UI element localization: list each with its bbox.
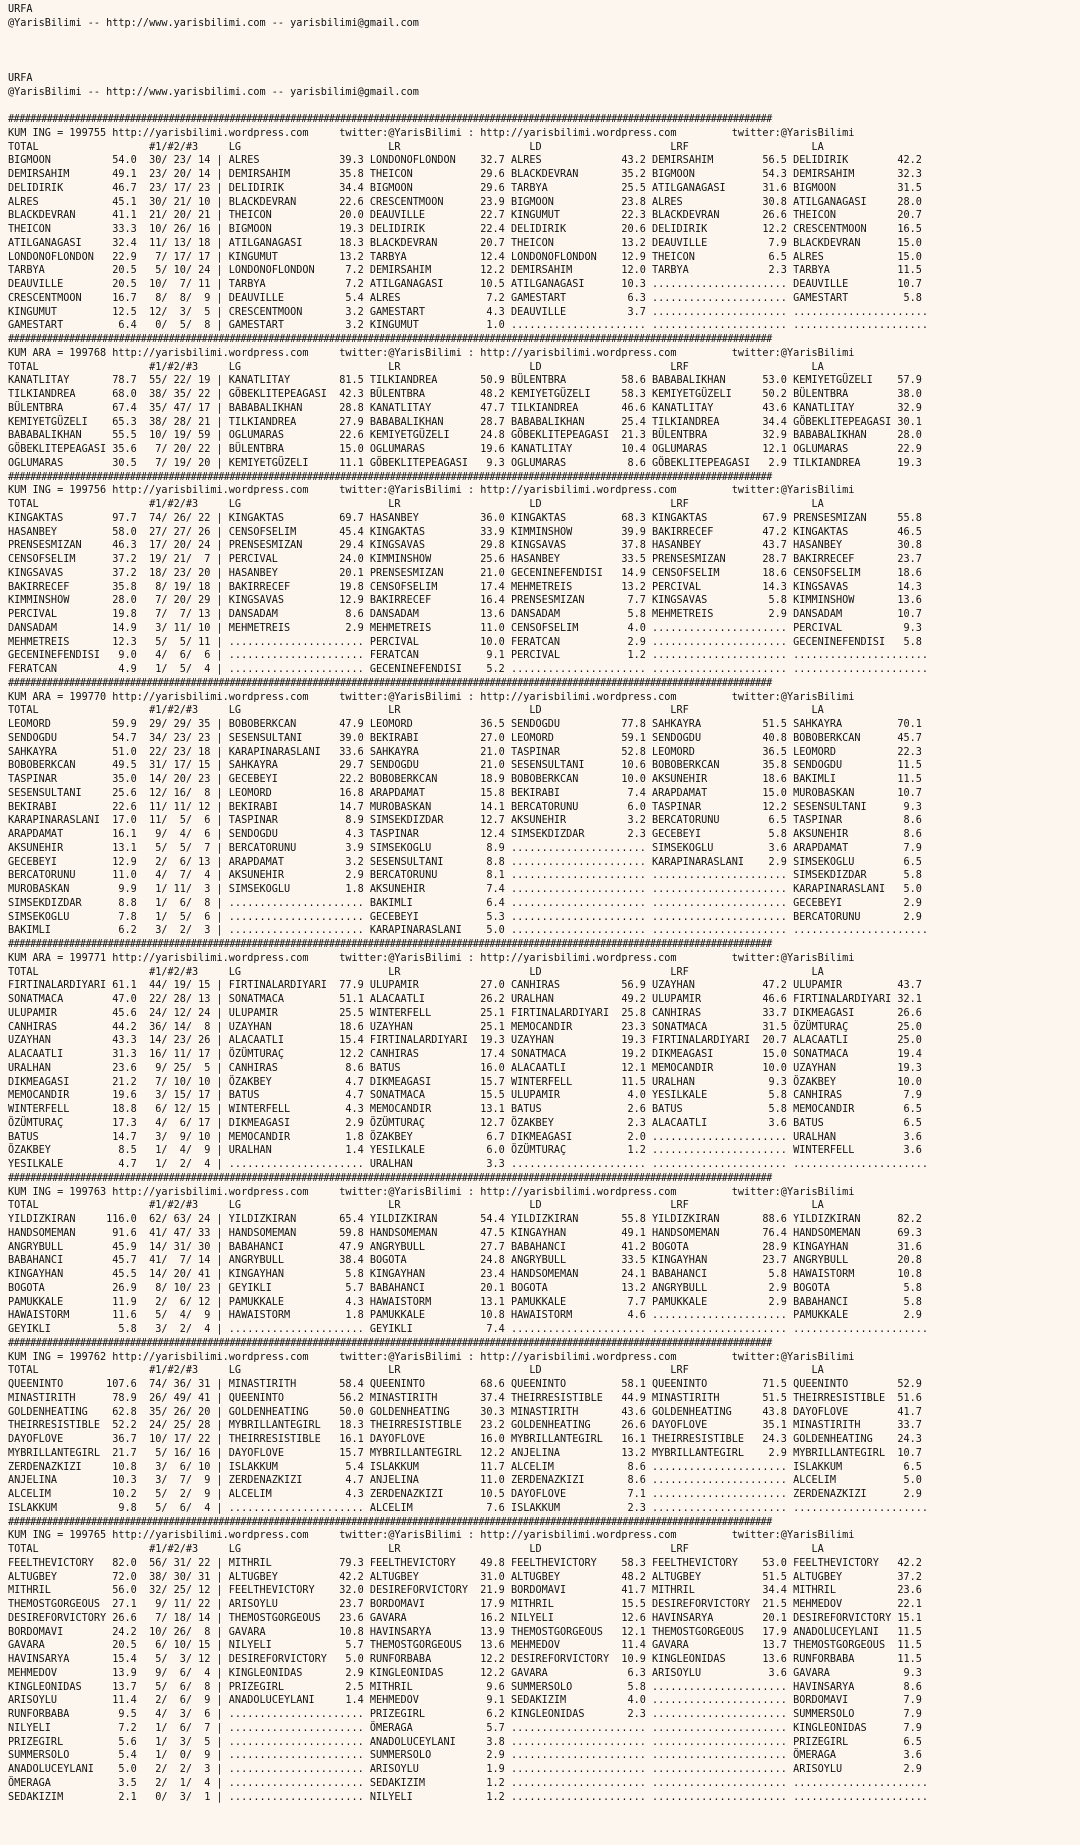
report-line: UZAYHAN 43.3 14/ 23/ 26 | ALACAATLI 15.4 FIRTINALARDIYARI 19.3 UZAYHAN 19.3 FIRTINALARDIYARI 20.7 ALACAATLI 25.0: [8, 1035, 922, 1047]
column-header-line: TOTAL #1/#2/#3 LG LR LD LRF LA: [8, 1544, 824, 1555]
report-line: GEYIKLI 5.8 3/ 2/ 4 | ...................... GEYIKLI 7.4 ...................... ...................... ......................: [8, 1324, 929, 1335]
report-line: BOGOTA 26.9 8/ 10/ 23 | GEYIKLI 5.7 BABAHANCI 20.1 BOGOTA 13.2 ANGRYBULL 2.9 BOGOTA 5.8: [8, 1282, 922, 1294]
report-line: GÖBEKLITEPEAGASI 35.6 7/ 20/ 22 | BÜLENTBRA 15.0 OGLUMARAS 19.6 KANATLITAY 10.4 OGLUMARAS 12.1 OGLUMARAS 22.9: [8, 444, 922, 455]
separator-line: ##########################################################################################################################################: [8, 677, 772, 689]
report-line: KEMIYETGÜZELI 65.3 38/ 28/ 21 | TILKIANDREA 27.9 BABABALIKHAN 28.7 BABABALIKHAN 25.4 TILKIANDREA 34.4 GÖBEKLITEPEAGASI 30.1: [8, 416, 922, 428]
report-line: GAVARA 20.5 6/ 10/ 15 | NILYELI 5.7 THEMOSTGORGEOUS 13.6 MEHMEDOV 11.4 GAVARA 13.7 THEMOSTGORGEOUS 11.5: [8, 1640, 922, 1652]
report-line: LEOMORD 59.9 29/ 29/ 35 | BOBOBERKCAN 47.9 LEOMORD 36.5 SENDOGDU 77.8 SAHKAYRA 51.5 SAHKAYRA 70.1: [8, 719, 922, 730]
report-line: [8, 44, 1080, 58]
report-line: NILYELI 7.2 1/ 6/ 7 | ...................... ÖMERAGA 5.7 ...................... ...................... KINGLEONIDAS 7.9: [8, 1722, 922, 1734]
report-line: ALTUGBEY 72.0 38/ 30/ 31 | ALTUGBEY 42.2 ALTUGBEY 31.0 ALTUGBEY 48.2 ALTUGBEY 51.5 ALTUGBEY 37.2: [8, 1571, 922, 1583]
report-line: WINTERFELL 18.8 6/ 12/ 15 | WINTERFELL 4.3 MEMOCANDIR 13.1 BATUS 2.6 BATUS 5.8 MEMOCANDIR 6.5: [8, 1104, 922, 1115]
report-line: HAVINSARYA 15.4 5/ 3/ 12 | DESIREFORVICTORY 5.0 RUNFORBABA 12.2 DESIREFORVICTORY 10.9 KINGLEONIDAS 13.6 RUNFORBABA 11.5: [8, 1654, 922, 1665]
report-line: THEMOSTGORGEOUS 27.1 9/ 11/ 22 | ARISOYLU 23.7 BORDOMAVI 17.9 MITHRIL 15.5 DESIREFORVICTORY 21.5 MEHMEDOV 22.1: [8, 1599, 922, 1610]
column-header-line: TOTAL #1/#2/#3 LG LR LD LRF LA: [8, 141, 824, 153]
report-line: SENDOGDU 54.7 34/ 23/ 23 | SESENSULTANI 39.0 BEKIRABI 27.0 LEOMORD 59.1 SENDOGDU 40.8 BOBOBERKCAN 45.7: [8, 732, 922, 744]
report-line: BAKIRRECEF 35.8 8/ 19/ 18 | BAKIRRECEF 19.8 CENSOFSELIM 17.4 MEHMETREIS 13.2 PERCIVAL 14.3 KINGSAVAS 14.3: [8, 581, 922, 593]
report-line: YESILKALE 4.7 1/ 2/ 4 | ...................... URALHAN 3.3 ...................... ...................... ......................: [8, 1159, 929, 1170]
page-title: URFA: [8, 4, 33, 15]
report-line: DANSADAM 14.9 3/ 11/ 10 | MEHMETREIS 2.9 MEHMETREIS 11.0 CENSOFSELIM 4.0 ...................... PERCIVAL 9.3: [8, 622, 922, 634]
report-line: FIRTINALARDIYARI 61.1 44/ 19/ 15 | FIRTINALARDIYARI 77.9 ULUPAMIR 27.0 CANHIRAS 56.9 UZAYHAN 47.2 ULUPAMIR 43.7: [8, 980, 922, 992]
report-line: KINGLEONIDAS 13.7 5/ 6/ 8 | PRIZEGIRL 2.5 MITHRIL 9.6 SUMMERSOLO 5.8 ...................... HAVINSARYA 8.6: [8, 1681, 922, 1693]
report-line: [8, 58, 1080, 72]
report-line: SIMSEKDIZDAR 8.8 1/ 6/ 8 | ...................... BAKIMLI 6.4 ...................... ...................... GECEBEYI 2.9: [8, 897, 922, 909]
report-line: HANDSOMEMAN 91.6 41/ 47/ 33 | HANDSOMEMAN 59.8 HANDSOMEMAN 47.5 KINGAYHAN 49.1 HANDSOMEMAN 76.4 HANDSOMEMAN 69.3: [8, 1227, 922, 1239]
report-line: TILKIANDREA 68.0 38/ 35/ 22 | GÖBEKLITEPEAGASI 42.3 BÜLENTBRA 48.2 KEMIYETGÜZELI 58.3 KEMIYETGÜZELI 50.2 BÜLENTBRA 38.0: [8, 389, 922, 400]
report-line: PRENSESMIZAN 46.3 17/ 20/ 24 | PRENSESMIZAN 29.4 KINGSAVAS 29.8 KINGSAVAS 37.8 HASANBEY 43.7 HASANBEY 30.8: [8, 540, 922, 552]
report-line: CRESCENTMOON 16.7 8/ 8/ 9 | DEAUVILLE 5.4 ALRES 7.2 GAMESTART 6.3 ...................... GAMESTART 5.8: [8, 292, 922, 304]
separator-line: ##########################################################################################################################################: [8, 1337, 772, 1349]
report-line: FERATCAN 4.9 1/ 5/ 4 | ...................... GECENINEFENDISI 5.2 ...................... ...................... ......................: [8, 664, 929, 675]
report-line: RUNFORBABA 9.5 4/ 3/ 6 | ...................... PRIZEGIRL 6.2 KINGLEONIDAS 2.3 ...................... SUMMERSOLO 7.9: [8, 1709, 922, 1720]
report-line: BIGMOON 54.0 30/ 23/ 14 | ALRES 39.3 LONDONOFLONDON 32.7 ALRES 43.2 DEMIRSAHIM 56.5 DELIDIRIK 42.2: [8, 155, 922, 167]
report-line: BOBOBERKCAN 49.5 31/ 17/ 15 | SAHKAYRA 29.7 SENDOGDU 21.0 SESENSULTANI 10.6 BOBOBERKCAN 35.8 SENDOGDU 11.5: [8, 760, 922, 772]
report-line: ARISOYLU 11.4 2/ 6/ 9 | ANADOLUCEYLANI 1.4 MEHMEDOV 9.1 SEDAKIZIM 4.0 ...................... BORDOMAVI 7.9: [8, 1695, 922, 1707]
report-line: HASANBEY 58.0 27/ 27/ 26 | CENSOFSELIM 45.4 KINGAKTAS 33.9 KIMMINSHOW 39.9 BAKIRRECEF 47.2 KINGAKTAS 46.5: [8, 526, 922, 538]
report-line: MITHRIL 56.0 32/ 25/ 12 | FEELTHEVICTORY 32.0 DESIREFORVICTORY 21.9 BORDOMAVI 41.7 MITHRIL 34.4 MITHRIL 23.6: [8, 1585, 922, 1597]
report-line: BABAHANCI 45.7 41/ 7/ 14 | ANGRYBULL 38.4 BOGOTA 24.8 ANGRYBULL 33.5 KINGAYHAN 23.7 ANGRYBULL 20.8: [8, 1255, 922, 1267]
report-line: DELIDIRIK 46.7 23/ 17/ 23 | DELIDIRIK 34.4 BIGMOON 29.6 TARBYA 25.5 ATILGANAGASI 31.6 BIGMOON 31.5: [8, 182, 922, 194]
report-line: BABABALIKHAN 55.5 10/ 19/ 59 | OGLUMARAS 22.6 KEMIYETGÜZELI 24.8 GÖBEKLITEPEAGASI 21.3 BÜLENTBRA 32.9 BABABALIKHAN 28.0: [8, 430, 922, 442]
report-line: BORDOMAVI 24.2 10/ 26/ 8 | GAVARA 10.8 HAVINSARYA 13.9 THEMOSTGORGEOUS 12.1 THEMOSTGORGEOUS 17.9 ANADOLUCEYLANI 11.5: [8, 1626, 922, 1638]
report-line: ISLAKKUM 9.8 5/ 6/ 4 | ...................... ALCELIM 7.6 ISLAKKUM 2.3 ...................... ......................: [8, 1502, 929, 1514]
report-line: SAHKAYRA 51.0 22/ 23/ 18 | KARAPINARASLANI 33.6 SAHKAYRA 21.0 TASPINAR 52.8 LEOMORD 36.5 LEOMORD 22.3: [8, 746, 922, 758]
report-line: ANGRYBULL 45.9 14/ 31/ 30 | BABAHANCI 47.9 ANGRYBULL 27.7 BABAHANCI 41.2 BOGOTA 28.9 KINGAYHAN 31.6: [8, 1241, 922, 1253]
report-line: URALHAN 23.6 9/ 25/ 5 | CANHIRAS 8.6 BATUS 16.0 ALACAATLI 12.1 MEMOCANDIR 10.0 UZAYHAN 19.3: [8, 1062, 922, 1074]
report-line: BÜLENTBRA 67.4 35/ 47/ 17 | BABABALIKHAN 28.8 KANATLITAY 47.7 TILKIANDREA 46.6 KANATLITAY 43.6 KANATLITAY 32.9: [8, 402, 922, 414]
report-line: OGLUMARAS 30.5 7/ 19/ 20 | KEMIYETGÜZELI 11.1 GÖBEKLITEPEAGASI 9.3 OGLUMARAS 8.6 GÖBEKLITEPEAGASI 2.9 TILKIANDREA 19.3: [8, 457, 922, 469]
report-line: YILDIZKIRAN 116.0 62/ 63/ 24 | YILDIZKIRAN 65.4 YILDIZKIRAN 54.4 YILDIZKIRAN 55.8 YILDIZKIRAN 88.6 YILDIZKIRAN 82.2: [8, 1214, 922, 1225]
report-line: CANHIRAS 44.2 36/ 14/ 8 | UZAYHAN 18.6 UZAYHAN 25.1 MEMOCANDIR 23.3 SONATMACA 31.5 ÖZÜMTURAÇ 25.0: [8, 1021, 922, 1033]
race-header-line: KUM ARA = 199770 http://yarisbilimi.wordpress.com twitter:@YarisBilimi : http://yarisbilimi.wordpress.com twitter:@YarisBilimi: [8, 691, 855, 703]
report-line: ANADOLUCEYLANI 5.0 2/ 2/ 3 | ...................... ARISOYLU 1.9 ...................... ...................... ARISOYLU 2.9: [8, 1764, 922, 1775]
report-line: BLACKDEVRAN 41.1 21/ 20/ 21 | THEICON 20.0 DEAUVILLE 22.7 KINGUMUT 22.3 BLACKDEVRAN 26.6 THEICON 20.7: [8, 210, 922, 222]
report-line: CENSOFSELIM 37.2 19/ 21/ 7 | PERCIVAL 24.0 KIMMINSHOW 25.6 HASANBEY 33.5 PRENSESMIZAN 28.7 BAKIRRECEF 23.7: [8, 554, 922, 565]
report-line: DEAUVILLE 20.5 10/ 7/ 11 | TARBYA 7.2 ATILGANAGASI 10.5 ATILGANAGASI 10.3 ...................... DEAUVILLE 10.7: [8, 279, 922, 290]
contact-line: @YarisBilimi -- http://www.yarisbilimi.com -- yarisbilimi@gmail.com: [8, 86, 419, 98]
report-line: ULUPAMIR 45.6 24/ 12/ 24 | ULUPAMIR 25.5 WINTERFELL 25.1 FIRTINALARDIYARI 25.8 CANHIRAS 33.7 DIKMEAGASI 26.6: [8, 1007, 922, 1019]
report-line: ÖZAKBEY 8.5 1/ 4/ 9 | URALHAN 1.4 YESILKALE 6.0 ÖZÜMTURAÇ 1.2 ...................... WINTERFELL 3.6: [8, 1145, 922, 1157]
separator-line: ##########################################################################################################################################: [8, 114, 772, 125]
report-line: HAWAISTORM 11.6 5/ 4/ 9 | HAWAISTORM 1.8 PAMUKKALE 10.8 HAWAISTORM 4.6 ...................... PAMUKKALE 2.9: [8, 1310, 922, 1322]
contact-line: @YarisBilimi -- http://www.yarisbilimi.com -- yarisbilimi@gmail.com: [8, 17, 419, 29]
report-line: MEHMETREIS 12.3 5/ 5/ 11 | ...................... PERCIVAL 10.0 FERATCAN 2.9 ...................... GECENINEFENDISI 5.8: [8, 636, 922, 648]
report-line: MUROBASKAN 9.9 1/ 11/ 3 | SIMSEKOGLU 1.8 AKSUNEHIR 7.4 ...................... ...................... KARAPINARASLANI 5.0: [8, 884, 922, 895]
report-line: AKSUNEHIR 13.1 5/ 5/ 7 | BERCATORUNU 3.9 SIMSEKOGLU 8.9 ...................... SIMSEKOGLU 3.6 ARAPDAMAT 7.9: [8, 842, 922, 854]
report-line: SEDAKIZIM 2.1 0/ 3/ 1 | ...................... NILYELI 1.2 ...................... ...................... ......................: [8, 1791, 929, 1803]
report-line: PRIZEGIRL 5.6 1/ 3/ 5 | ...................... ANADOLUCEYLANI 3.8 ...................... ...................... PRIZEGIRL 6.5: [8, 1736, 922, 1748]
separator-line: ##########################################################################################################################################: [8, 471, 772, 483]
report-line: TASPINAR 35.0 14/ 20/ 23 | GECEBEYI 22.2 BOBOBERKCAN 18.9 BOBOBERKCAN 10.0 AKSUNEHIR 18.6 BAKIMLI 11.5: [8, 774, 922, 785]
report-line: SESENSULTANI 25.6 12/ 16/ 8 | LEOMORD 16.8 ARAPDAMAT 15.8 BEKIRABI 7.4 ARAPDAMAT 15.0 MUROBASKAN 10.7: [8, 787, 922, 799]
report-line: BAKIMLI 6.2 3/ 2/ 3 | ...................... KARAPINARASLANI 5.0 ...................... ...................... ......................: [8, 925, 929, 937]
report-line: DEMIRSAHIM 49.1 23/ 20/ 14 | DEMIRSAHIM 35.8 THEICON 29.6 BLACKDEVRAN 35.2 BIGMOON 54.3 DEMIRSAHIM 32.3: [8, 169, 922, 180]
report-line: MEHMEDOV 13.9 9/ 6/ 4 | KINGLEONIDAS 2.9 KINGLEONIDAS 12.2 GAVARA 6.3 ARISOYLU 3.6 GAVARA 9.3: [8, 1667, 922, 1679]
separator-line: ##########################################################################################################################################: [8, 1172, 772, 1184]
race-header-line: KUM ING = 199762 http://yarisbilimi.wordpress.com twitter:@YarisBilimi : http://yarisbilimi.wordpress.com twitter:@YarisBilimi: [8, 1351, 855, 1363]
report-line: BERCATORUNU 11.0 4/ 7/ 4 | AKSUNEHIR 2.9 BERCATORUNU 8.1 ...................... ...................... SIMSEKDIZDAR 5.8: [8, 870, 922, 882]
column-header-line: TOTAL #1/#2/#3 LG LR LD LRF LA: [8, 361, 824, 373]
report-line: KANATLITAY 78.7 55/ 22/ 19 | KANATLITAY 81.5 TILKIANDREA 50.9 BÜLENTBRA 58.6 BABABALIKHAN 53.0 KEMIYETGÜZELI 57.9: [8, 375, 922, 387]
separator-line: ##########################################################################################################################################: [8, 1516, 772, 1528]
report-line: SIMSEKOGLU 7.8 1/ 5/ 6 | ...................... GECEBEYI 5.3 ...................... ...................... BERCATORUNU 2.9: [8, 911, 922, 923]
race-header-line: KUM ING = 199755 http://yarisbilimi.wordpress.com twitter:@YarisBilimi : http://yarisbilimi.wordpress.com twitter:@YarisBilimi: [8, 127, 855, 139]
report-line: KINGAYHAN 45.5 14/ 20/ 41 | KINGAYHAN 5.8 KINGAYHAN 23.4 HANDSOMEMAN 24.1 BABAHANCI 5.8 HAWAISTORM 10.8: [8, 1269, 922, 1280]
report-line: FEELTHEVICTORY 82.0 56/ 31/ 22 | MITHRIL 79.3 FEELTHEVICTORY 49.8 FEELTHEVICTORY 58.3 FEELTHEVICTORY 53.0 FEELTHEVICTORY 42.2: [8, 1557, 922, 1569]
report-line: TARBYA 20.5 5/ 10/ 24 | LONDONOFLONDON 7.2 DEMIRSAHIM 12.2 DEMIRSAHIM 12.0 TARBYA 2.3 TARBYA 11.5: [8, 265, 922, 277]
report-line: GAMESTART 6.4 0/ 5/ 8 | GAMESTART 3.2 KINGUMUT 1.0 ...................... ...................... ......................: [8, 320, 929, 332]
report-line: DESIREFORVICTORY 26.6 7/ 18/ 14 | THEMOSTGORGEOUS 23.6 GAVARA 16.2 NILYELI 12.6 HAVINSARYA 20.1 DESIREFORVICTORY 15.1: [8, 1612, 922, 1624]
race-header-line: KUM ING = 199756 http://yarisbilimi.wordpress.com twitter:@YarisBilimi : http://yarisbilimi.wordpress.com twitter:@YarisBilimi: [8, 485, 855, 497]
report-line: GECENINEFENDISI 9.0 4/ 6/ 6 | ...................... FERATCAN 9.1 PERCIVAL 1.2 ...................... ......................: [8, 650, 929, 662]
report-line: ATILGANAGASI 32.4 11/ 13/ 18 | ATILGANAGASI 18.3 BLACKDEVRAN 20.7 THEICON 13.2 DEAUVILLE 7.9 BLACKDEVRAN 15.0: [8, 237, 922, 249]
report-line: ANJELINA 10.3 3/ 7/ 9 | ZERDENAZKIZI 4.7 ANJELINA 11.0 ZERDENAZKIZI 8.6 ...................... ALCELIM 5.0: [8, 1475, 922, 1487]
report-line: SUMMERSOLO 5.4 1/ 0/ 9 | ...................... SUMMERSOLO 2.9 ...................... ...................... ÖMERAGA 3.6: [8, 1750, 922, 1762]
report-line: ALACAATLI 31.3 16/ 11/ 17 | ÖZÜMTURAÇ 12.2 CANHIRAS 17.4 SONATMACA 19.2 DIKMEAGASI 15.0 SONATMACA 19.4: [8, 1049, 922, 1060]
race-header-line: KUM ARA = 199771 http://yarisbilimi.wordpress.com twitter:@YarisBilimi : http://yarisbilimi.wordpress.com twitter:@YarisBilimi: [8, 952, 855, 964]
report-line: PERCIVAL 19.8 7/ 7/ 13 | DANSADAM 8.6 DANSADAM 13.6 DANSADAM 5.8 MEHMETREIS 2.9 DANSADAM 10.7: [8, 609, 922, 620]
separator-line: ##########################################################################################################################################: [8, 334, 772, 345]
report-line: SONATMACA 47.0 22/ 28/ 13 | SONATMACA 51.1 ALACAATLI 26.2 URALHAN 49.2 ULUPAMIR 46.6 FIRTINALARDIYARI 32.1: [8, 994, 922, 1005]
report-line: ÖZÜMTURAÇ 17.3 4/ 6/ 17 | DIKMEAGASI 2.9 ÖZÜMTURAÇ 12.7 ÖZAKBEY 2.3 ALACAATLI 3.6 BATUS 6.5: [8, 1117, 922, 1129]
report-line: ALRES 45.1 30/ 21/ 10 | BLACKDEVRAN 22.6 CRESCENTMOON 23.9 BIGMOON 23.8 ALRES 30.8 ATILGANAGASI 28.0: [8, 196, 922, 208]
separator-line: ##########################################################################################################################################: [8, 939, 772, 950]
page-title: URFA: [8, 72, 33, 84]
report-line: BATUS 14.7 3/ 9/ 10 | MEMOCANDIR 1.8 ÖZAKBEY 6.7 DIKMEAGASI 2.0 ...................... URALHAN 3.6: [8, 1131, 922, 1143]
report-line: KINGUMUT 12.5 12/ 3/ 5 | CRESCENTMOON 3.2 GAMESTART 4.3 DEAUVILLE 3.7 ...................... ......................: [8, 306, 929, 318]
report-line: DIKMEAGASI 21.2 7/ 10/ 10 | ÖZAKBEY 4.7 DIKMEAGASI 15.7 WINTERFELL 11.5 URALHAN 9.3 ÖZAKBEY 10.0: [8, 1076, 922, 1088]
report-line: [8, 31, 1080, 45]
report-line: MINASTIRITH 78.9 26/ 49/ 41 | QUEENINTO 56.2 MINASTIRITH 37.4 THEIRRESISTIBLE 44.9 MINASTIRITH 51.5 THEIRRESISTIBLE 51.6: [8, 1392, 922, 1404]
report-line: DAYOFLOVE 36.7 10/ 17/ 22 | THEIRRESISTIBLE 16.1 DAYOFLOVE 16.0 MYBRILLANTEGIRL 16.1 THEIRRESISTIBLE 24.3 GOLDENHEATING 24.3: [8, 1434, 922, 1445]
race-header-line: KUM ARA = 199768 http://yarisbilimi.wordpress.com twitter:@YarisBilimi : http://yarisbilimi.wordpress.com twitter:@YarisBilimi: [8, 347, 855, 359]
report-line: THEIRRESISTIBLE 52.2 24/ 25/ 28 | MYBRILLANTEGIRL 18.3 THEIRRESISTIBLE 23.2 GOLDENHEATING 26.6 DAYOFLOVE 35.1 MINASTIRITH 33.7: [8, 1420, 922, 1432]
report-line: KARAPINARASLANI 17.0 11/ 5/ 6 | TASPINAR 8.9 SIMSEKDIZDAR 12.7 AKSUNEHIR 3.2 BERCATORUNU 6.5 TASPINAR 8.6: [8, 815, 922, 827]
report-line: LONDONOFLONDON 22.9 7/ 17/ 17 | KINGUMUT 13.2 TARBYA 12.4 LONDONOFLONDON 12.9 THEICON 6.5 ALRES 15.0: [8, 251, 922, 263]
column-header-line: TOTAL #1/#2/#3 LG LR LD LRF LA: [8, 966, 824, 978]
report-line: ARAPDAMAT 16.1 9/ 4/ 6 | SENDOGDU 4.3 TASPINAR 12.4 SIMSEKDIZDAR 2.3 GECEBEYI 5.8 AKSUNEHIR 8.6: [8, 829, 922, 840]
column-header-line: TOTAL #1/#2/#3 LG LR LD LRF LA: [8, 705, 824, 717]
report-line: ÖMERAGA 3.5 2/ 1/ 4 | ...................... SEDAKIZIM 1.2 ...................... ...................... ......................: [8, 1777, 929, 1789]
report-line: THEICON 33.3 10/ 26/ 16 | BIGMOON 19.3 DELIDIRIK 22.4 DELIDIRIK 20.6 DELIDIRIK 12.2 CRESCENTMOON 16.5: [8, 224, 922, 235]
column-header-line: TOTAL #1/#2/#3 LG LR LD LRF LA: [8, 1365, 824, 1377]
race-header-line: KUM ING = 199763 http://yarisbilimi.wordpress.com twitter:@YarisBilimi : http://yarisbilimi.wordpress.com twitter:@YarisBilimi: [8, 1186, 855, 1198]
report-line: ZERDENAZKIZI 10.8 3/ 6/ 10 | ISLAKKUM 5.4 ISLAKKUM 11.7 ALCELIM 8.6 ...................... ISLAKKUM 6.5: [8, 1461, 922, 1473]
report-line: GECEBEYI 12.9 2/ 6/ 13 | ARAPDAMAT 3.2 SESENSULTANI 8.8 ...................... KARAPINARASLANI 2.9 SIMSEKOGLU 6.5: [8, 856, 922, 868]
report-line: PAMUKKALE 11.9 2/ 6/ 12 | PAMUKKALE 4.3 HAWAISTORM 13.1 PAMUKKALE 7.7 PAMUKKALE 2.9 BABAHANCI 5.8: [8, 1296, 922, 1308]
column-header-line: TOTAL #1/#2/#3 LG LR LD LRF LA: [8, 499, 824, 510]
report-line: BEKIRABI 22.6 11/ 11/ 12 | BEKIRABI 14.7 MUROBASKAN 14.1 BERCATORUNU 6.0 TASPINAR 12.2 SESENSULTANI 9.3: [8, 801, 922, 813]
report-line: KINGSAVAS 37.2 18/ 23/ 20 | HASANBEY 20.1 PRENSESMIZAN 21.0 GECENINEFENDISI 14.9 CENSOFSELIM 18.6 CENSOFSELIM 18.6: [8, 567, 922, 579]
report-line: ALCELIM 10.2 5/ 2/ 9 | ALCELIM 4.3 ZERDENAZKIZI 10.5 DAYOFLOVE 7.1 ...................... ZERDENAZKIZI 2.9: [8, 1489, 922, 1500]
race-header-line: KUM ING = 199765 http://yarisbilimi.wordpress.com twitter:@YarisBilimi : http://yarisbilimi.wordpress.com twitter:@YarisBilimi: [8, 1530, 855, 1542]
report-line: MYBRILLANTEGIRL 21.7 5/ 16/ 16 | DAYOFLOVE 15.7 MYBRILLANTEGIRL 12.2 ANJELINA 13.2 MYBRILLANTEGIRL 2.9 MYBRILLANTEGIRL 10.7: [8, 1447, 922, 1459]
report-line: KINGAKTAS 97.7 74/ 26/ 22 | KINGAKTAS 69.7 HASANBEY 36.0 KINGAKTAS 68.3 KINGAKTAS 67.9 PRENSESMIZAN 55.8: [8, 512, 922, 524]
report-line: GOLDENHEATING 62.8 35/ 26/ 20 | GOLDENHEATING 50.0 GOLDENHEATING 30.3 MINASTIRITH 43.6 GOLDENHEATING 43.8 DAYOFLOVE 41.7: [8, 1406, 922, 1418]
report-line: QUEENINTO 107.6 74/ 36/ 31 | MINASTIRITH 58.4 QUEENINTO 68.6 QUEENINTO 58.1 QUEENINTO 71.5 QUEENINTO 52.9: [8, 1379, 922, 1390]
report-line: [8, 99, 1080, 113]
report-line: KIMMINSHOW 28.0 7/ 20/ 29 | KINGSAVAS 12.9 BAKIRRECEF 16.4 PRENSESMIZAN 7.7 KINGSAVAS 5.8 KIMMINSHOW 13.6: [8, 595, 922, 607]
column-header-line: TOTAL #1/#2/#3 LG LR LD LRF LA: [8, 1200, 824, 1212]
report-line: MEMOCANDIR 19.6 3/ 15/ 17 | BATUS 4.7 SONATMACA 15.5 ULUPAMIR 4.0 YESILKALE 5.8 CANHIRAS 7.9: [8, 1090, 922, 1102]
